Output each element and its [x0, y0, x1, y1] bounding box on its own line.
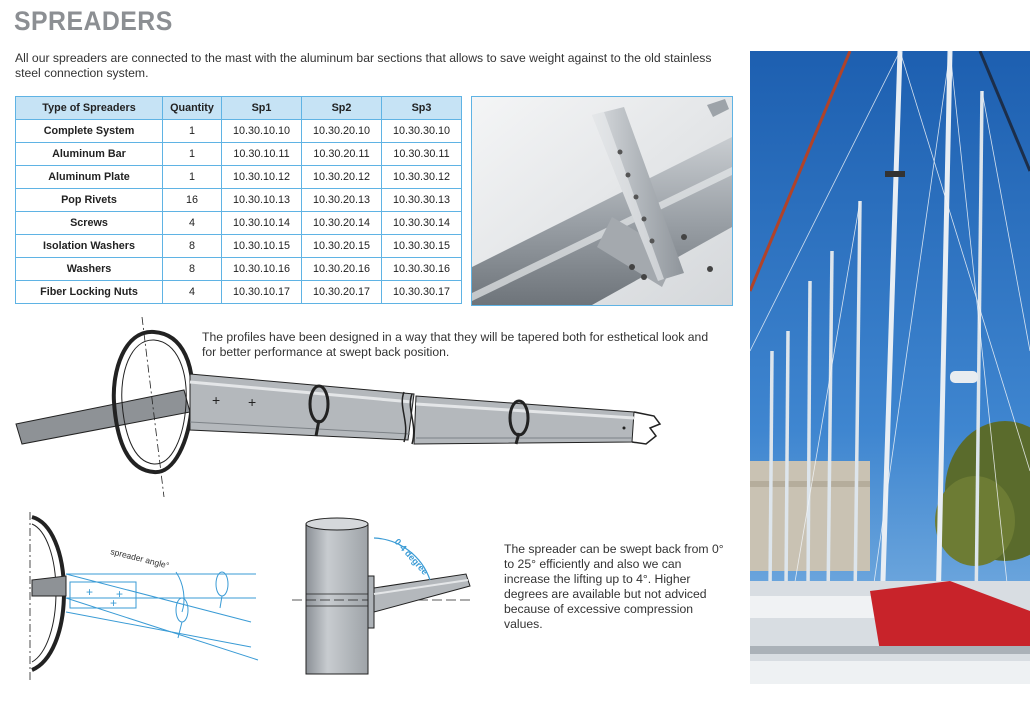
cell-sp2: 10.30.20.13	[302, 189, 382, 212]
cell-type: Washers	[16, 258, 163, 281]
spreader-bracket-photo	[471, 96, 733, 306]
cell-quantity: 8	[163, 235, 222, 258]
spreader-angle-label: spreader angle°	[109, 546, 171, 571]
table-row	[16, 212, 462, 235]
col-header-sp1: Sp1	[222, 97, 302, 120]
spreader-profile-drawing	[14, 312, 664, 502]
cell-quantity: 1	[163, 143, 222, 166]
cell-sp2: 10.30.20.17	[302, 281, 382, 304]
mast-lift-diagram	[290, 516, 476, 682]
cell-sp2: 10.30.20.14	[302, 212, 382, 235]
cell-sp1: 10.30.10.13	[222, 189, 302, 212]
sweep-description: The spreader can be swept back from 0° to 25° efficiently and also we can increase the lifting up to 4°. Higher degrees are available but not adviced because of excessive compression values.	[504, 542, 724, 631]
cell-quantity: 1	[163, 166, 222, 189]
profiles-description: The profiles have been designed in a way that they will be tapered both for esthetical look and for better performance at swept back position.	[202, 330, 709, 359]
cell-type: Screws	[16, 212, 163, 235]
svg-text:+: +	[116, 587, 124, 601]
table-row	[16, 258, 462, 281]
intro-paragraph: All our spreaders are connected to the mast with the aluminum bar sections that allows to save weight against to the old stainless steel connection system.	[15, 51, 712, 80]
svg-text:+: +	[212, 392, 221, 408]
cell-sp2: 10.30.20.12	[302, 166, 382, 189]
svg-text:+: +	[248, 394, 257, 410]
page-title: SPREADERS	[14, 6, 173, 36]
table-row	[16, 235, 462, 258]
cell-sp3: 10.30.30.10	[382, 120, 462, 143]
cell-sp2: 10.30.20.15	[302, 235, 382, 258]
table-row	[16, 120, 462, 143]
cell-quantity: 8	[163, 258, 222, 281]
spreader-angle-diagram	[26, 512, 266, 682]
cell-sp3: 10.30.30.11	[382, 143, 462, 166]
table-header-row	[16, 97, 462, 120]
cell-sp3: 10.30.30.17	[382, 281, 462, 304]
cell-type: Aluminum Plate	[16, 166, 163, 189]
cell-sp1: 10.30.10.11	[222, 143, 302, 166]
cell-sp2: 10.30.20.16	[302, 258, 382, 281]
cell-sp3: 10.30.30.16	[382, 258, 462, 281]
cell-sp1: 10.30.10.14	[222, 212, 302, 235]
degree-range-label: 0-4 degree	[392, 536, 431, 577]
cell-sp1: 10.30.10.12	[222, 166, 302, 189]
cell-quantity: 16	[163, 189, 222, 212]
table-row	[16, 281, 462, 304]
col-header-type: Type of Spreaders	[16, 97, 163, 120]
col-header-quantity: Quantity	[163, 97, 222, 120]
cell-sp3: 10.30.30.15	[382, 235, 462, 258]
cell-sp1: 10.30.10.10	[222, 120, 302, 143]
cell-type: Fiber Locking Nuts	[16, 281, 163, 304]
cell-sp3: 10.30.30.13	[382, 189, 462, 212]
cell-type: Complete System	[16, 120, 163, 143]
spreader-parts-table	[15, 96, 462, 304]
cell-sp2: 10.30.20.11	[302, 143, 382, 166]
cell-sp1: 10.30.10.15	[222, 235, 302, 258]
cell-type: Pop Rivets	[16, 189, 163, 212]
cell-sp1: 10.30.10.17	[222, 281, 302, 304]
cell-type: Aluminum Bar	[16, 143, 163, 166]
svg-text:+: +	[110, 596, 118, 610]
table-row	[16, 166, 462, 189]
cell-sp1: 10.30.10.16	[222, 258, 302, 281]
table-row	[16, 143, 462, 166]
svg-text:+: +	[86, 585, 94, 599]
cell-sp3: 10.30.30.14	[382, 212, 462, 235]
cell-quantity: 4	[163, 281, 222, 304]
cell-sp3: 10.30.30.12	[382, 166, 462, 189]
cell-sp2: 10.30.20.10	[302, 120, 382, 143]
cell-type: Isolation Washers	[16, 235, 163, 258]
col-header-sp2: Sp2	[302, 97, 382, 120]
marina-masts-photo	[750, 51, 1030, 684]
col-header-sp3: Sp3	[382, 97, 462, 120]
cell-quantity: 1	[163, 120, 222, 143]
table-row	[16, 189, 462, 212]
cell-quantity: 4	[163, 212, 222, 235]
